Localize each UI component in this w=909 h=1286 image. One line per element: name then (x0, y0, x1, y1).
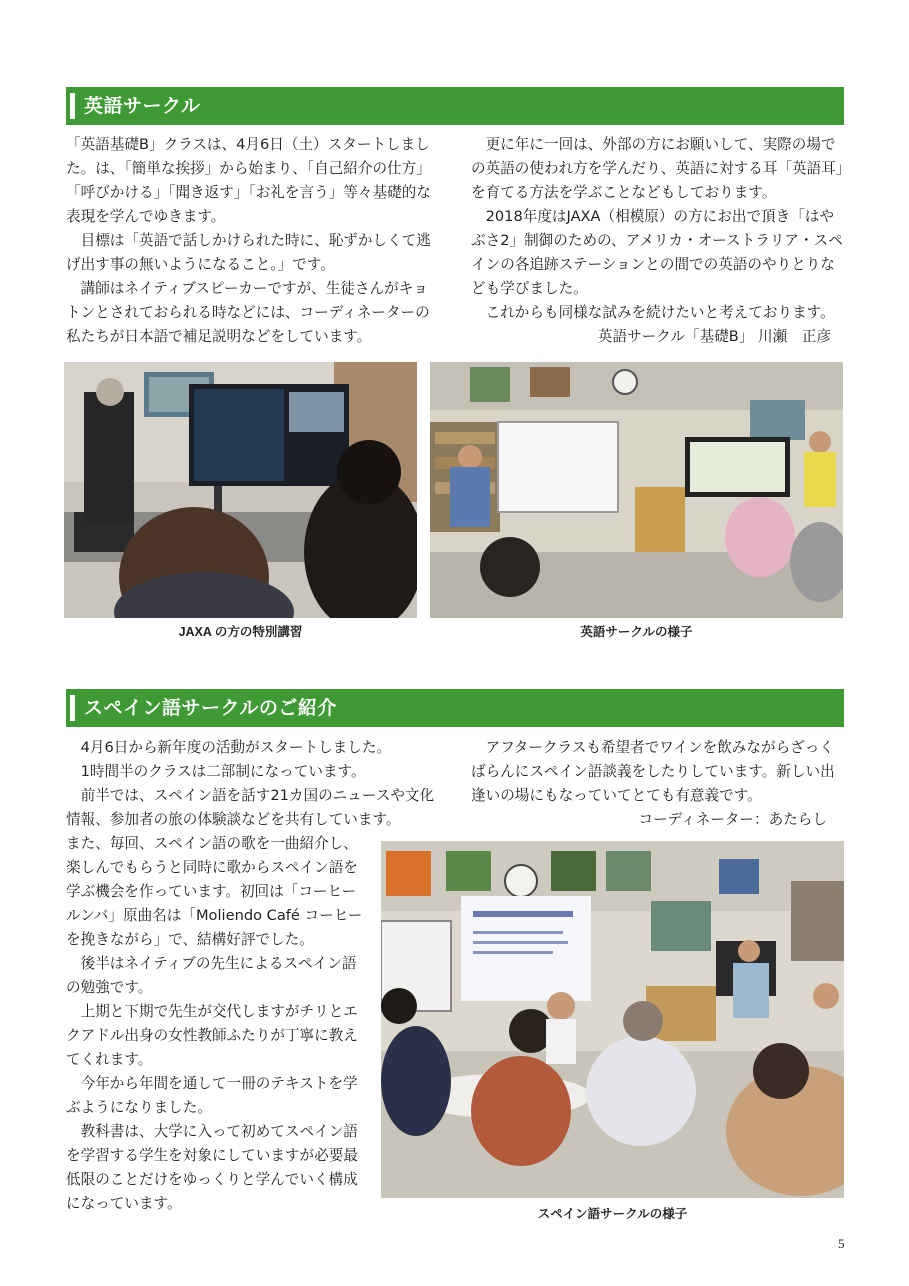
signature: コーディネーター：あたらし (638, 811, 827, 828)
paragraph: 上期と下期で先生が交代しますがチリとエクアドル出身の女性教師ふたりが丁寧に教えてくれます。 (66, 1003, 358, 1068)
section-heading-english (66, 87, 844, 125)
english-right-column (471, 133, 845, 349)
photo-jaxa-lecture (64, 362, 417, 618)
spanish-top-left-column (66, 736, 444, 832)
signature: 英語サークル「基礎B」 川瀬 正彦 (597, 328, 831, 345)
paragraph: これからも同様な試みを続けたいと考えております。 (485, 304, 835, 321)
paragraph: 「英語基礎B」クラスは、4月6日（土）スタートしました。は、「簡単な挨拶」から始まり、「自己紹介の仕方」「呼びかける」「聞き返す」「お礼を言う」等々基礎的な表現を学んでゆきます。 (66, 136, 431, 225)
photo-caption: 英語サークルの様子 (580, 625, 693, 639)
photo-caption: スペイン語サークルの様子 (537, 1207, 688, 1221)
section-title: 英語サークル (84, 95, 201, 117)
page-number: 5 (838, 1236, 845, 1251)
paragraph: 4月6日から新年度の活動がスタートしました。 (80, 739, 392, 756)
paragraph: 更に年に一回は、外部の方にお願いして、実際の場での英語の使われ方を学んだり、英語に対する耳「英語耳」を育てる方法を学ぶことなどもしております。 (471, 136, 844, 201)
paragraph: 1時間半のクラスは二部制になっています。 (80, 763, 366, 780)
paragraph: 前半では、スペイン語を話す21カ国のニュースや文化情報、参加者の旅の体験談などを共有しています。 (66, 787, 435, 828)
photo-english-circle (430, 362, 843, 618)
paragraph: アフタークラスも希望者でワインを飲みながらざっくばらんにスペイン語談義をしたりしています。新しい出逢いの場にもなっていてとても有意義です。 (471, 739, 835, 804)
paragraph: 今年から年間を通して一冊のテキストを学ぶようになりました。 (66, 1075, 358, 1116)
photo-spanish-circle (381, 841, 844, 1198)
section-title: スペイン語サークルのご紹介 (84, 697, 337, 719)
paragraph: 2018年度はJAXA（相模原）の方にお出で頂き「はやぶさ2」制御のための、アメリカ・オーストラリア・スペインの各追跡ステーションとの間での英語のやりとりなども学びました。 (471, 208, 843, 297)
paragraph: また、毎回、スペイン語の歌を一曲紹介し、楽しんでもらうと同時に歌からスペイン語を学ぶ機会を作っています。初回は「コーヒールンバ」原曲名は「Moliendo Café コーヒーを挽きながら」で、結構好評でした。 (66, 835, 363, 948)
paragraph: 目標は「英語で話しかけられた時に、恥ずかしくて逃げ出す事の無いようになること。」です。 (66, 232, 431, 273)
paragraph: 後半はネイティブの先生によるスペイン語の勉強です。 (66, 955, 357, 996)
section-heading-spanish (66, 689, 844, 727)
heading-accent-bar (70, 93, 75, 119)
heading-accent-bar (70, 695, 75, 721)
paragraph: 講師はネイティブスピーカーですが、生徒さんがキョトンとされておられる時などには、コーディネーターの私たちが日本語で補足説明などをしています。 (66, 280, 430, 345)
spanish-right-column (471, 736, 845, 832)
english-left-column (66, 133, 440, 349)
spanish-narrow-column (66, 832, 369, 1216)
photo-caption: JAXA の方の特別講習 (178, 625, 303, 639)
paragraph: 教科書は、大学に入って初めてスペイン語を学習する学生を対象にしていますが必要最低限のことだけをゆっくりと学んでいく構成になっています。 (66, 1123, 358, 1212)
